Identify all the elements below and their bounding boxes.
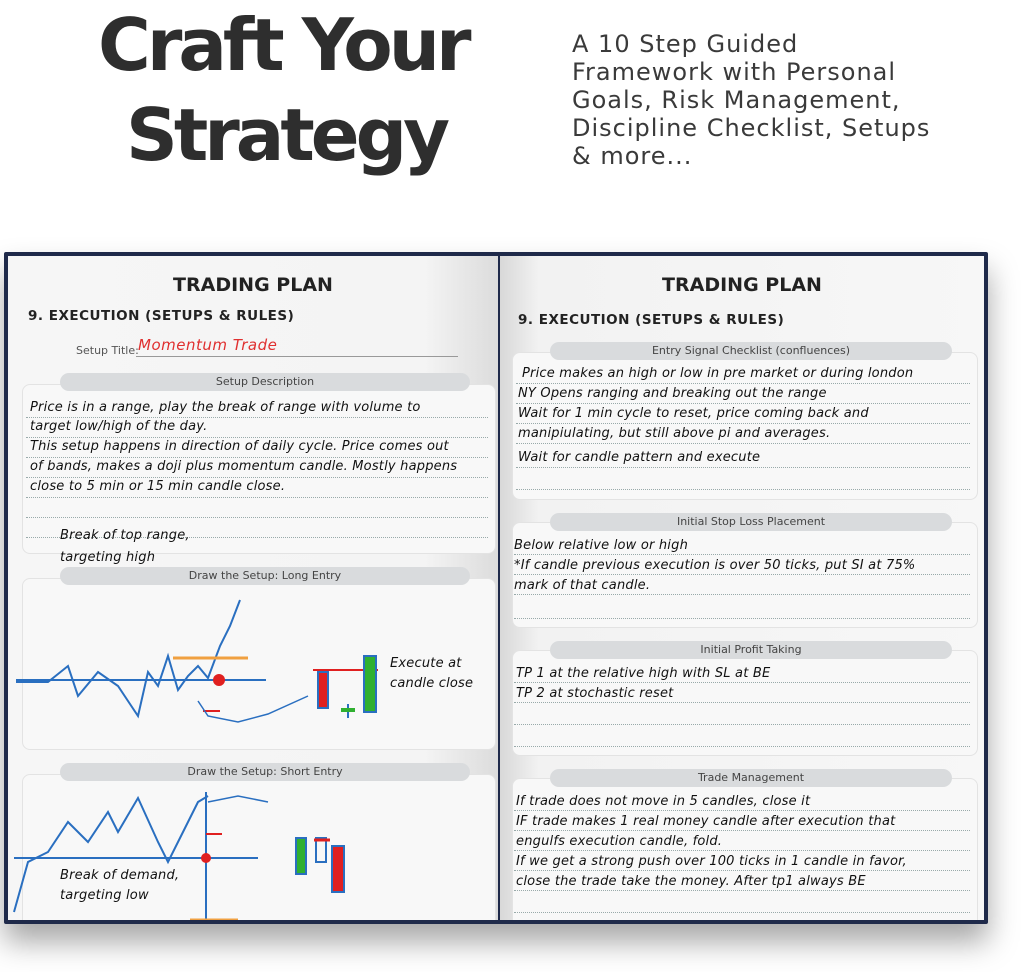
right-page [500,256,984,920]
profit-line: TP 2 at stochastic reset [516,686,674,701]
trade-line: IF trade makes 1 real money candle after execution that [516,814,896,829]
long-note: Execute at [390,656,462,671]
entry-line: Wait for 1 min cycle to reset, price coming back and [518,406,869,421]
long-note: Break of top range, [60,528,190,543]
long-note: targeting high [60,550,156,565]
description-line: This setup happens in direction of daily cycle. Price comes out [30,439,449,454]
setup-title-label: Setup Title: [76,344,139,357]
headline [98,0,488,180]
tagline-line: A 10 Step Guided [572,30,799,58]
profit-line: TP 1 at the relative high with SL at BE [516,666,771,681]
long-entry-drawing [8,586,498,756]
short-note: targeting low [60,888,149,903]
entry-line: NY Opens ranging and breaking out the range [518,386,827,401]
stop-loss-line: Below relative low or high [514,538,689,553]
entry-line: Wait for candle pattern and execute [518,450,761,465]
profit-taking-lines [514,664,970,750]
tagline-line: Framework with Personal [572,58,897,86]
entry-line: Price makes an high or low in pre market or during london [522,366,914,381]
setup-description-header: Setup Description [60,373,470,391]
short-entry-header: Draw the Setup: Short Entry [60,763,470,781]
entry-line: manipiulating, but still above pi and averages. [518,426,831,441]
description-line: Price is in a range, play the break of range with volume to [30,400,421,415]
tagline-line: Goals, Risk Management, [572,86,901,114]
entry-signal-lines [516,364,970,494]
trade-line: engulfs execution candle, fold. [516,834,723,849]
trade-management-lines [514,792,970,916]
description-line: of bands, makes a doji plus momentum candle. Mostly happens [30,459,458,474]
trade-management-header: Trade Management [550,769,952,787]
section-title: 9. EXECUTION (SETUPS & RULES) [518,312,785,328]
stop-loss-line: mark of that candle. [514,578,651,593]
notebook [4,252,988,924]
long-note: candle close [390,676,474,691]
setup-title-value: Momentum Trade [138,336,278,354]
trade-line: close the trade take the money. After tp1 always BE [516,874,866,889]
section-title: 9. EXECUTION (SETUPS & RULES) [28,308,295,324]
stop-loss-header: Initial Stop Loss Placement [550,513,952,531]
setup-title-underline [136,356,458,357]
stop-loss-line: *If candle previous execution is over 50 ticks, put SI at 75% [514,558,916,573]
headline-line-1: Craft Your [98,3,468,87]
description-line: target low/high of the day. [30,419,208,434]
headline-line-2: Strategy [126,93,447,177]
long-entry-header: Draw the Setup: Long Entry [60,567,470,585]
profit-taking-header: Initial Profit Taking [550,641,952,659]
page-title: TRADING PLAN [173,274,333,296]
description-line: close to 5 min or 15 min candle close. [30,479,286,494]
trade-line: If we get a strong push over 100 ticks in 1 candle in favor, [516,854,907,869]
tagline [572,30,992,170]
trade-line: If trade does not move in 5 candles, close it [516,794,811,809]
page-title: TRADING PLAN [662,274,822,296]
left-page [8,256,498,920]
tagline-line: & more... [572,142,693,170]
short-note: Break of demand, [60,868,180,883]
entry-signal-header: Entry Signal Checklist (confluences) [550,342,952,360]
tagline-line: Discipline Checklist, Setups [572,114,931,142]
stop-loss-lines [514,538,970,624]
setup-description-lines [26,398,488,548]
